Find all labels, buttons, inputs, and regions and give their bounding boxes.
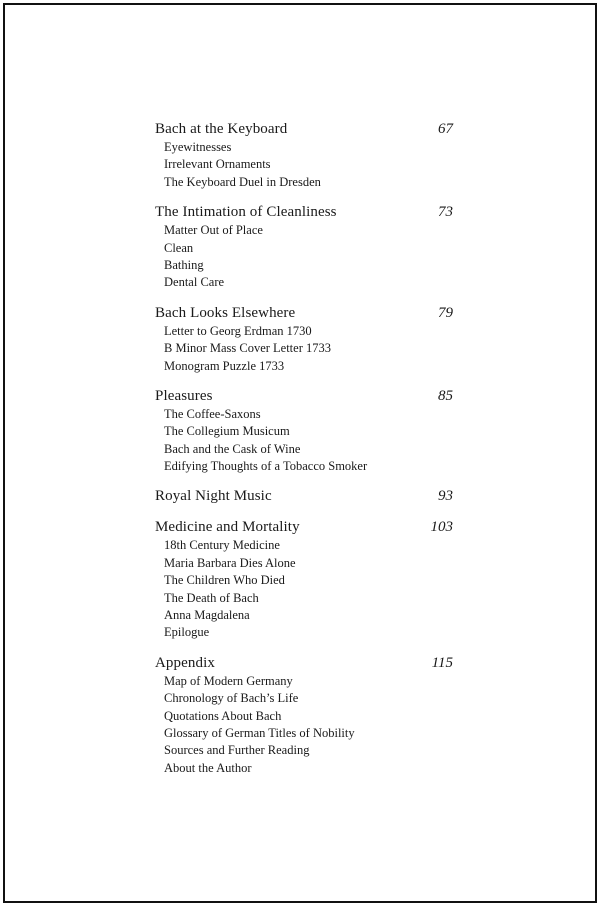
- toc-subsection-list: [155, 323, 455, 375]
- toc-section-medicine-and-mortality: [155, 517, 455, 641]
- toc-subsection[interactable]: Bach and the Cask of Wine: [164, 441, 301, 456]
- toc-subsection[interactable]: The Children Who Died: [164, 573, 285, 588]
- toc-subsection[interactable]: Letter to Georg Erdman 1730: [164, 323, 312, 338]
- toc-subsection[interactable]: Irrelevant Ornaments: [164, 157, 271, 172]
- toc-section-heading[interactable]: [155, 303, 455, 323]
- toc-subsection[interactable]: The Death of Bach: [164, 590, 259, 605]
- toc-section-page-number: 103: [430, 519, 453, 536]
- toc-subsection[interactable]: Glossary of German Titles of Nobility: [164, 725, 355, 740]
- toc-subsection[interactable]: Dental Care: [164, 275, 225, 290]
- toc-subsection[interactable]: Edifying Thoughts of a Tobacco Smoker: [164, 459, 368, 474]
- toc-section-title: Bach at the Keyboard: [155, 121, 288, 137]
- toc-section-bach-looks-elsewhere: [155, 303, 455, 375]
- toc-subsection[interactable]: Sources and Further Reading: [164, 743, 310, 758]
- toc-section-heading[interactable]: [155, 486, 455, 506]
- toc-section-royal-night-music: [155, 486, 455, 506]
- toc-section-intimation-of-cleanliness: [155, 202, 455, 292]
- toc-section-appendix: [155, 653, 455, 777]
- toc-section-page-number: 115: [431, 654, 453, 671]
- toc-section-bach-at-the-keyboard: [155, 119, 455, 191]
- toc-subsection[interactable]: Matter Out of Place: [164, 223, 263, 238]
- toc-section-page-number: 67: [438, 121, 453, 137]
- toc-subsection-list: [155, 673, 455, 777]
- toc-section-title: Royal Night Music: [155, 488, 272, 505]
- toc-subsection[interactable]: Map of Modern Germany: [164, 673, 293, 688]
- table-of-contents: [155, 119, 455, 777]
- toc-subsection[interactable]: About the Author: [164, 760, 252, 775]
- toc-section-title: Pleasures: [155, 387, 213, 404]
- toc-section-heading[interactable]: [155, 202, 455, 222]
- toc-subsection-list: [155, 222, 455, 292]
- toc-subsection[interactable]: Monogram Puzzle 1733: [164, 358, 285, 373]
- toc-subsection-list: [155, 537, 455, 641]
- toc-subsection[interactable]: Anna Magdalena: [164, 608, 250, 623]
- toc-section-title: Medicine and Mortality: [155, 519, 300, 536]
- toc-subsection[interactable]: Eyewitnesses: [164, 140, 232, 154]
- toc-subsection-list: [155, 406, 455, 476]
- toc-section-pleasures: [155, 386, 455, 476]
- toc-subsection[interactable]: Chronology of Bach’s Life: [164, 691, 299, 706]
- toc-subsection[interactable]: Epilogue: [164, 625, 210, 640]
- toc-section-heading[interactable]: [155, 517, 455, 537]
- toc-section-page-number: 79: [438, 304, 453, 321]
- toc-section-title: Bach Looks Elsewhere: [155, 304, 296, 321]
- toc-subsection[interactable]: 18th Century Medicine: [164, 538, 280, 553]
- toc-subsection[interactable]: Maria Barbara Dies Alone: [164, 555, 296, 570]
- toc-subsection[interactable]: Quotations About Bach: [164, 708, 282, 723]
- toc-subsection-list: [155, 139, 455, 191]
- toc-subsection[interactable]: The Collegium Musicum: [164, 424, 290, 439]
- toc-section-heading[interactable]: [155, 386, 455, 406]
- toc-section-page-number: 93: [438, 488, 453, 505]
- toc-section-page-number: 85: [438, 387, 453, 404]
- toc-section-title: The Intimation of Cleanliness: [155, 204, 337, 221]
- toc-section-title: Appendix: [155, 654, 215, 671]
- toc-subsection[interactable]: Clean: [164, 240, 194, 255]
- toc-subsection[interactable]: Bathing: [164, 257, 204, 272]
- toc-section-page-number: 73: [438, 204, 453, 221]
- toc-subsection[interactable]: The Keyboard Duel in Dresden: [164, 174, 321, 189]
- toc-section-heading[interactable]: [155, 119, 455, 139]
- toc-section-heading[interactable]: [155, 653, 455, 673]
- toc-subsection[interactable]: The Coffee-Saxons: [164, 406, 261, 421]
- toc-subsection[interactable]: B Minor Mass Cover Letter 1733: [164, 341, 331, 356]
